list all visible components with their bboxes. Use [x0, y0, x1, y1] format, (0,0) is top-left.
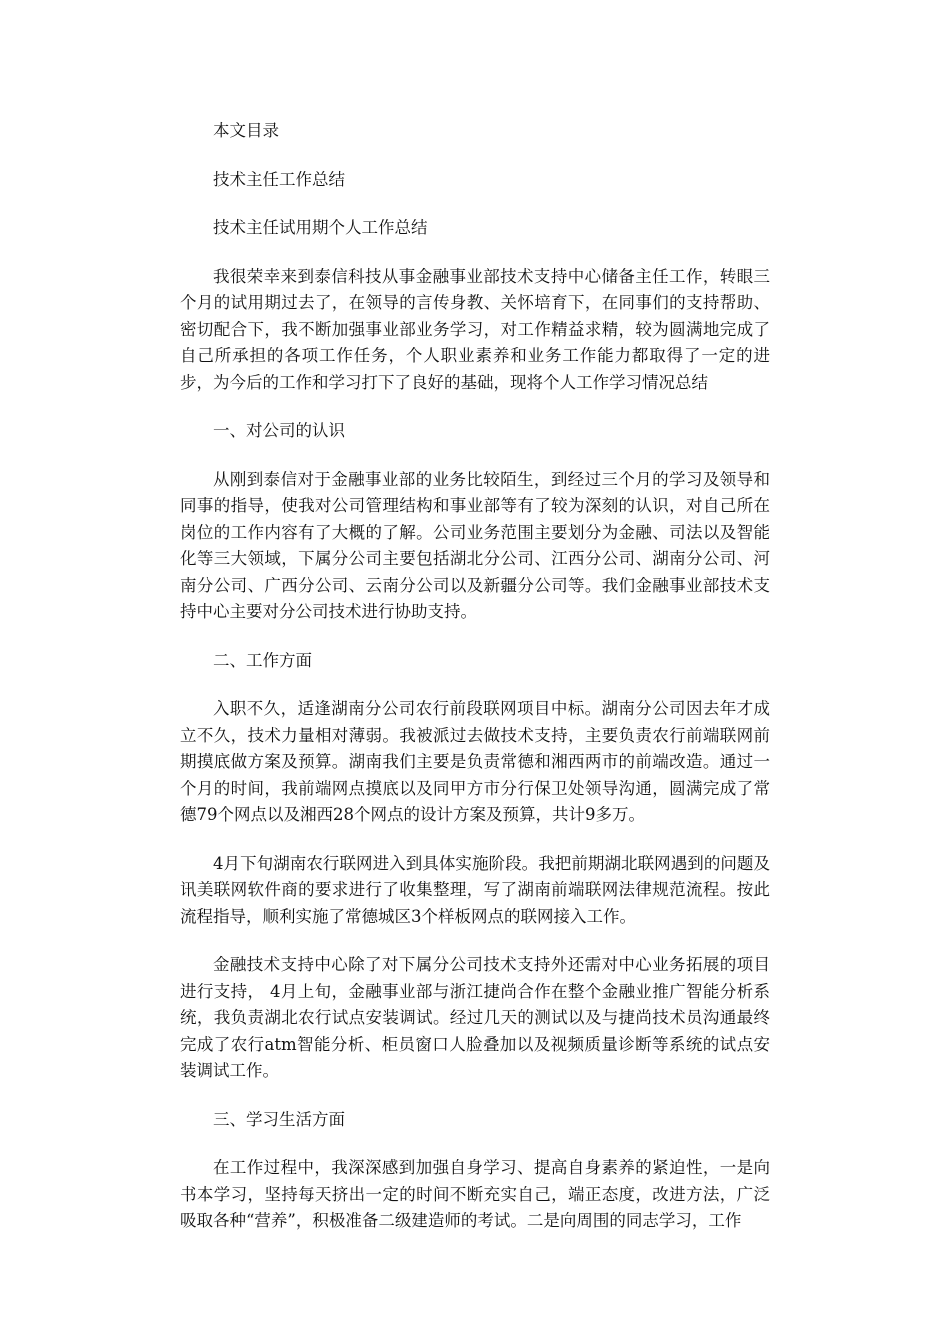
section-work-paragraph-2: 4月下旬湖南农行联网进入到具体实施阶段。我把前期湖北联网遇到的问题及讯美联网软件商的要求进行了收集整理，写了湖南前端联网法律规范流程。按此流程指导，顺利实施了常德城区3个样板网点的联网接入工作。 — [180, 853, 770, 926]
section-study-paragraph: 在工作过程中，我深深感到加强自身学习、提高自身素养的紧迫性，一是向书本学习，坚持每天挤出一定的时间不断充实自己，端正态度，改进方法，广泛吸取各种“营养”，积极准备二级建造师的考试。二是向周围的同志学习，工作 — [180, 1158, 770, 1230]
toc-title: 本文目录 — [213, 121, 279, 140]
toc-item-work-summary: 技术主任工作总结 — [213, 169, 345, 189]
intro-paragraph: 我很荣幸来到泰信科技从事金融事业部技术支持中心储备主任工作，转眼三个月的试用期过去了，在领导的言传身教、关怀培育下，在同事们的支持帮助、密切配合下，我不断加强事业部业务学习，对工作精益求精，较为圆满地完成了自己所承担的各项工作任务，个人职业素养和业务工作能力都取得了一定的进步，为今后的工作和学习打下了良好的基础，现将个人工作学习情况总结 — [180, 266, 770, 392]
section-heading-company: 一、对公司的认识 — [213, 421, 345, 440]
document-body — [180, 118, 770, 1257]
section-company-paragraph: 从刚到泰信对于金融事业部的业务比较陌生，到经过三个月的学习及领导和同事的指导，使我对公司管理结构和事业部等有了较为深刻的认识，对自己所在岗位的工作内容有了大概的了解。公司业务范围主要划分为金融、司法以及智能化等三大领域，下属分公司主要包括湖北分公司、江西分公司、湖南分公司、河南分公司、广西分公司、云南分公司以及新疆分公司等。我们金融事业部技术支持中心主要对分公司技术进行协助支持。 — [180, 469, 770, 621]
section-work-paragraph-1: 入职不久，适逢湖南分公司农行前段联网项目中标。湖南分公司因去年才成立不久，技术力量相对薄弱。我被派过去做技术支持，主要负责农行前端联网前期摸底做方案及预算。湖南我们主要是负责常德和湘西两市的前端改造。通过一个月的时间，我前端网点摸底以及同甲方市分行保卫处领导沟通，圆满完成了常德79个网点以及湘西28个网点的设计方案及预算，共计9多万。 — [180, 699, 770, 824]
section-work-paragraph-3: 金融技术支持中心除了对下属分公司技术支持外还需对中心业务拓展的项目进行支持， 4月上旬，金融事业部与浙江捷尚合作在整个金融业推广智能分析系统，我负责湖北农行试点安装调试。经过几天的测试以及与捷尚技术员沟通最终完成了农行atm智能分析、柜员窗口人脸叠加以及视频质量诊断等系统的试点安装调试工作。 — [180, 955, 770, 1080]
section-heading-study-life: 三、学习生活方面 — [213, 1109, 345, 1129]
section-heading-work: 二、工作方面 — [213, 650, 312, 670]
toc-item-probation-summary: 技术主任试用期个人工作总结 — [213, 218, 428, 237]
